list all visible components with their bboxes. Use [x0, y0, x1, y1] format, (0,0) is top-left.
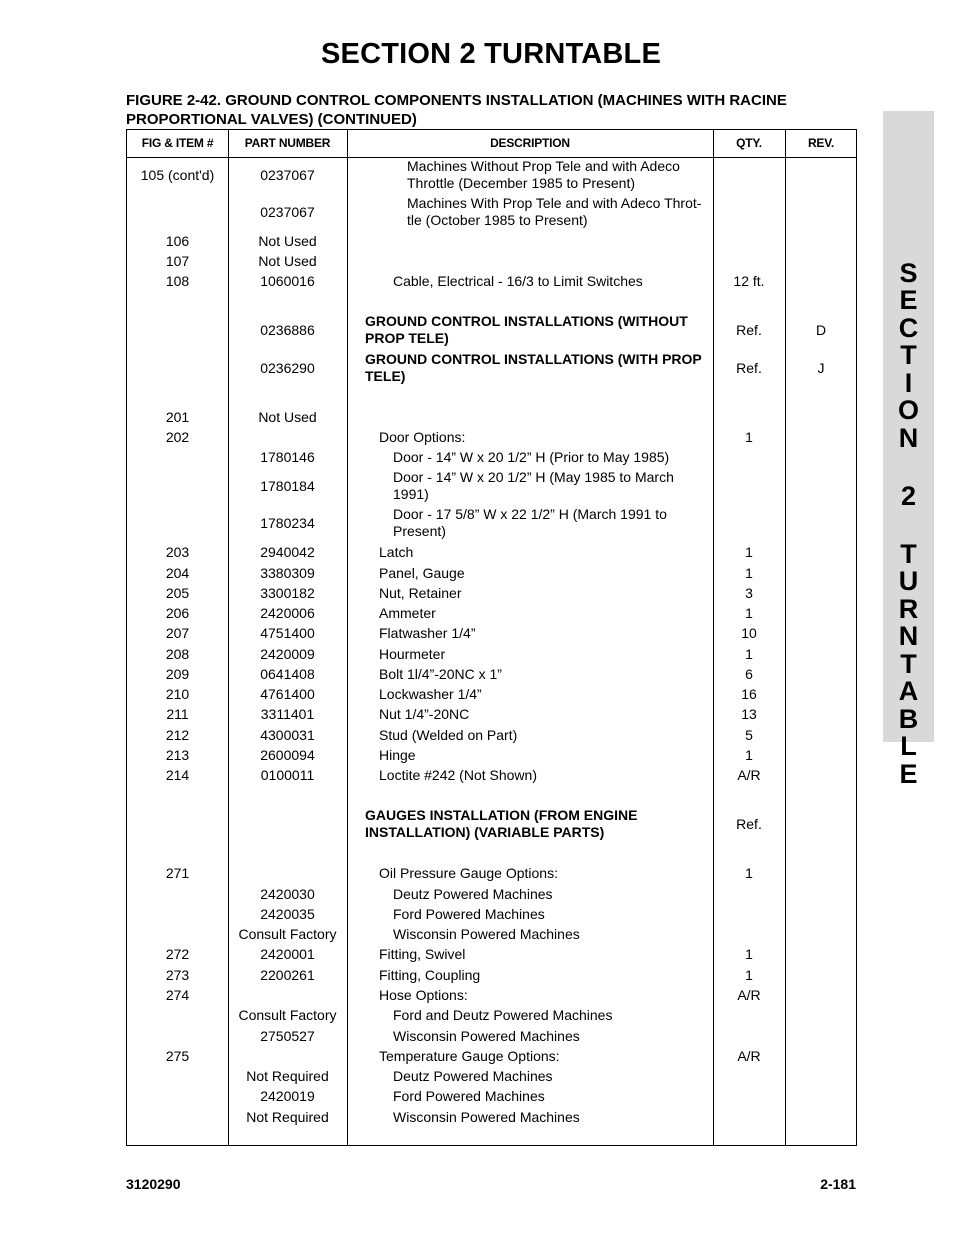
side-tab-letter: T	[900, 539, 917, 569]
rev-cell: D	[815, 322, 827, 338]
description-cell: Fitting, Swivel	[379, 945, 466, 962]
part-number-cell: 1780184	[260, 478, 315, 494]
qty-cell: 1	[745, 747, 753, 763]
side-tab-letter: B	[898, 704, 919, 734]
side-tab-letter: R	[898, 594, 919, 624]
qty-cell: 13	[741, 706, 757, 722]
part-number-cell: 1060016	[260, 273, 315, 289]
qty-cell: 1	[745, 967, 753, 983]
header-qty: QTY.	[736, 136, 762, 150]
table-row	[127, 684, 856, 704]
section-side-tab	[883, 111, 934, 789]
qty-cell: 1	[745, 544, 753, 560]
description-cell: GAUGES INSTALLATION (FROM ENGINE INSTALLATION) (VARIABLE PARTS)	[365, 807, 638, 840]
qty-cell: Ref.	[736, 322, 762, 338]
description-cell: Wisconsin Powered Machines	[393, 1027, 580, 1044]
table-row	[127, 623, 856, 643]
part-number-cell: Consult Factory	[238, 1007, 337, 1023]
figure-title: FIGURE 2-42. GROUND CONTROL COMPONENTS INSTALLATION (MACHINES WITH RACINE PROPORTIONAL VALVES) (CONTINUED)	[126, 92, 787, 128]
table-row	[127, 583, 856, 603]
side-tab-letter: T	[900, 649, 917, 679]
qty-cell: 1	[745, 429, 753, 445]
side-tab-letter: N	[898, 423, 919, 453]
part-number-cell: 2420019	[260, 1088, 315, 1104]
description-cell: Oil Pressure Gauge Options:	[379, 864, 558, 881]
part-number-cell: Consult Factory	[238, 926, 337, 942]
part-number-cell: 1780146	[260, 449, 315, 465]
description-cell: Cable, Electrical - 16/3 to Limit Switches	[393, 272, 643, 289]
qty-cell: 1	[745, 565, 753, 581]
fig-item-cell: 105 (cont'd)	[140, 167, 215, 183]
part-number-cell: 0237067	[260, 204, 315, 220]
page-number: 2-181	[820, 1176, 856, 1192]
part-number-cell: Not Required	[246, 1068, 329, 1084]
side-tab-letter: O	[897, 395, 919, 425]
part-number-cell: 2200261	[260, 967, 315, 983]
side-tab-letter: S	[899, 258, 918, 288]
table-row	[127, 1086, 856, 1106]
side-tab-letter: E	[899, 285, 918, 315]
table-row	[127, 924, 856, 944]
fig-item-cell: 272	[165, 946, 190, 962]
part-number-cell: 4761400	[260, 686, 315, 702]
description-cell: Wisconsin Powered Machines	[393, 925, 580, 942]
table-row	[127, 863, 856, 883]
fig-item-cell: 271	[165, 865, 190, 881]
table-row	[127, 1026, 856, 1046]
fig-item-cell: 108	[165, 273, 190, 289]
part-number-cell: 2420006	[260, 605, 315, 621]
qty-cell: 3	[745, 585, 753, 601]
part-number-cell: 2420009	[260, 646, 315, 662]
fig-item-cell: 205	[165, 585, 190, 601]
side-tab-letter: L	[900, 731, 917, 761]
qty-cell: 6	[745, 666, 753, 682]
description-cell: Door - 14” W x 20 1/2” H (Prior to May 1985)	[393, 448, 670, 465]
description-cell: Ford and Deutz Powered Machines	[393, 1006, 613, 1023]
header-fig-item: FIG & ITEM #	[141, 136, 214, 150]
table-row	[127, 350, 856, 386]
table-row	[127, 271, 856, 291]
part-number-cell: Not Used	[258, 233, 317, 249]
table-row	[127, 944, 856, 964]
part-number-cell: 2420001	[260, 946, 315, 962]
part-number-cell: 2420035	[260, 906, 315, 922]
qty-cell: A/R	[737, 987, 761, 1003]
part-number-cell: 2940042	[260, 544, 315, 560]
description-cell: Lockwasher 1/4”	[379, 685, 482, 702]
qty-cell: 5	[745, 727, 753, 743]
fig-item-cell: 107	[165, 253, 190, 269]
fig-item-cell: 210	[165, 686, 190, 702]
table-row	[127, 563, 856, 583]
description-cell: Ford Powered Machines	[393, 1087, 545, 1104]
part-number-cell: 2750527	[260, 1028, 315, 1044]
description-cell: Door - 14” W x 20 1/2” H (May 1985 to March 1991)	[393, 469, 674, 502]
description-cell: Latch	[379, 543, 414, 560]
table-row	[127, 407, 856, 427]
rev-cell: J	[817, 360, 825, 376]
side-tab-letter: N	[898, 621, 919, 651]
table-row	[127, 505, 856, 541]
description-cell: Door - 17 5/8” W x 22 1/2” H (March 1991 to Present)	[393, 506, 667, 539]
table-row	[127, 468, 856, 504]
fig-item-cell: 213	[165, 747, 190, 763]
part-number-cell: 0100011	[260, 767, 315, 783]
description-cell: Machines With Prop Tele and with Adeco Throt-tle (October 1985 to Present)	[407, 195, 702, 228]
table-row	[127, 603, 856, 623]
fig-item-cell: 273	[165, 967, 190, 983]
part-number-cell: 0236886	[260, 322, 315, 338]
part-number-cell: 4751400	[260, 625, 315, 641]
table-row	[127, 251, 856, 271]
qty-cell: 1	[745, 646, 753, 662]
table-row	[127, 884, 856, 904]
side-tab-letter: C	[898, 313, 919, 343]
fig-item-cell: 214	[165, 767, 190, 783]
part-number-cell: 0237067	[260, 167, 315, 183]
fig-item-cell: 204	[165, 565, 190, 581]
header-rev: REV.	[807, 136, 835, 150]
fig-item-cell: 209	[165, 666, 190, 682]
description-cell: GROUND CONTROL INSTALLATIONS (WITHOUT PROP TELE)	[365, 313, 688, 346]
fig-item-cell: 208	[165, 646, 190, 662]
description-cell: Nut 1/4”-20NC	[379, 705, 470, 722]
description-cell: Ammeter	[379, 604, 436, 621]
header-part-number: PART NUMBER	[244, 136, 331, 150]
description-cell: Hinge	[379, 746, 416, 763]
qty-cell: 12 ft.	[733, 273, 765, 289]
side-tab-letter: A	[898, 676, 919, 706]
description-cell: GROUND CONTROL INSTALLATIONS (WITH PROP TELE)	[365, 351, 702, 384]
document-number: 3120290	[126, 1176, 181, 1192]
table-row	[127, 704, 856, 724]
part-number-cell: 0236290	[260, 360, 315, 376]
table-row	[127, 447, 856, 467]
description-cell: Wisconsin Powered Machines	[393, 1108, 580, 1125]
table-row	[127, 1066, 856, 1086]
table-row	[127, 1046, 856, 1066]
table-row	[127, 664, 856, 684]
table-row	[127, 806, 856, 842]
description-cell: Ford Powered Machines	[393, 905, 545, 922]
fig-item-cell: 206	[165, 605, 190, 621]
qty-cell: A/R	[737, 1048, 761, 1064]
table-row	[127, 985, 856, 1005]
fig-item-cell: 203	[165, 544, 190, 560]
part-number-cell: 4300031	[260, 727, 315, 743]
table-row	[127, 1005, 856, 1025]
table-row	[127, 312, 856, 348]
table-row	[127, 745, 856, 765]
fig-item-cell: 211	[166, 706, 189, 722]
table-row	[127, 1107, 856, 1127]
fig-item-cell: 106	[165, 233, 190, 249]
part-number-cell: 2420030	[260, 886, 315, 902]
description-cell: Nut, Retainer	[379, 584, 462, 601]
table-row	[127, 427, 856, 447]
part-number-cell: Not Used	[258, 409, 317, 425]
fig-item-cell: 201	[165, 409, 190, 425]
description-cell: Hourmeter	[379, 645, 446, 662]
part-number-cell: 3380309	[260, 565, 315, 581]
table-row	[127, 542, 856, 562]
qty-cell: Ref.	[736, 360, 762, 376]
fig-item-cell: 202	[165, 429, 190, 445]
fig-item-cell: 212	[165, 727, 190, 743]
part-number-cell: Not Required	[246, 1109, 329, 1125]
side-tab-letter: T	[900, 340, 917, 370]
header-description: DESCRIPTION	[490, 136, 570, 150]
description-cell: Machines Without Prop Tele and with Adeco Throttle (December 1985 to Present)	[407, 158, 680, 191]
description-cell: Panel, Gauge	[379, 564, 465, 581]
description-cell: Flatwasher 1/4”	[379, 624, 476, 641]
side-tab-letter: I	[904, 368, 913, 398]
table-row	[127, 644, 856, 664]
qty-cell: 1	[745, 605, 753, 621]
fig-item-cell: 274	[165, 987, 190, 1003]
qty-cell: 16	[741, 686, 757, 702]
side-tab-letter: E	[899, 759, 918, 789]
description-cell: Deutz Powered Machines	[393, 885, 553, 902]
part-number-cell: 3311401	[260, 706, 315, 722]
part-number-cell: 1780234	[260, 515, 315, 531]
table-row	[127, 231, 856, 251]
part-number-cell: 3300182	[260, 585, 315, 601]
qty-cell: 10	[741, 625, 757, 641]
side-tab-letter: U	[898, 566, 919, 596]
table-row	[127, 725, 856, 745]
description-cell: Deutz Powered Machines	[393, 1067, 553, 1084]
qty-cell: 1	[745, 946, 753, 962]
part-number-cell: Not Used	[258, 253, 317, 269]
qty-cell: 1	[745, 865, 753, 881]
table-row	[127, 194, 856, 230]
fig-item-cell: 275	[165, 1048, 190, 1064]
fig-item-cell: 207	[165, 625, 190, 641]
side-tab-letter: 2	[900, 481, 917, 511]
fig-item-cell	[127, 194, 228, 230]
qty-cell: Ref.	[736, 816, 762, 832]
description-cell: Door Options:	[379, 428, 466, 445]
description-cell: Hose Options:	[379, 986, 468, 1003]
description-cell: Fitting, Coupling	[379, 966, 481, 983]
parts-table	[126, 129, 857, 1146]
part-number-cell: 2600094	[260, 747, 315, 763]
part-number-cell: 0641408	[260, 666, 315, 682]
description-cell: Bolt 1l/4”-20NC x 1”	[379, 665, 502, 682]
table-row	[127, 965, 856, 985]
table-row	[127, 904, 856, 924]
table-row	[127, 157, 856, 193]
section-title: SECTION 2 TURNTABLE	[321, 38, 661, 70]
description-cell: Stud (Welded on Part)	[379, 726, 518, 743]
table-row	[127, 765, 856, 785]
description-cell: Loctite #242 (Not Shown)	[379, 766, 537, 783]
description-cell: Temperature Gauge Options:	[379, 1047, 560, 1064]
qty-cell: A/R	[737, 767, 761, 783]
